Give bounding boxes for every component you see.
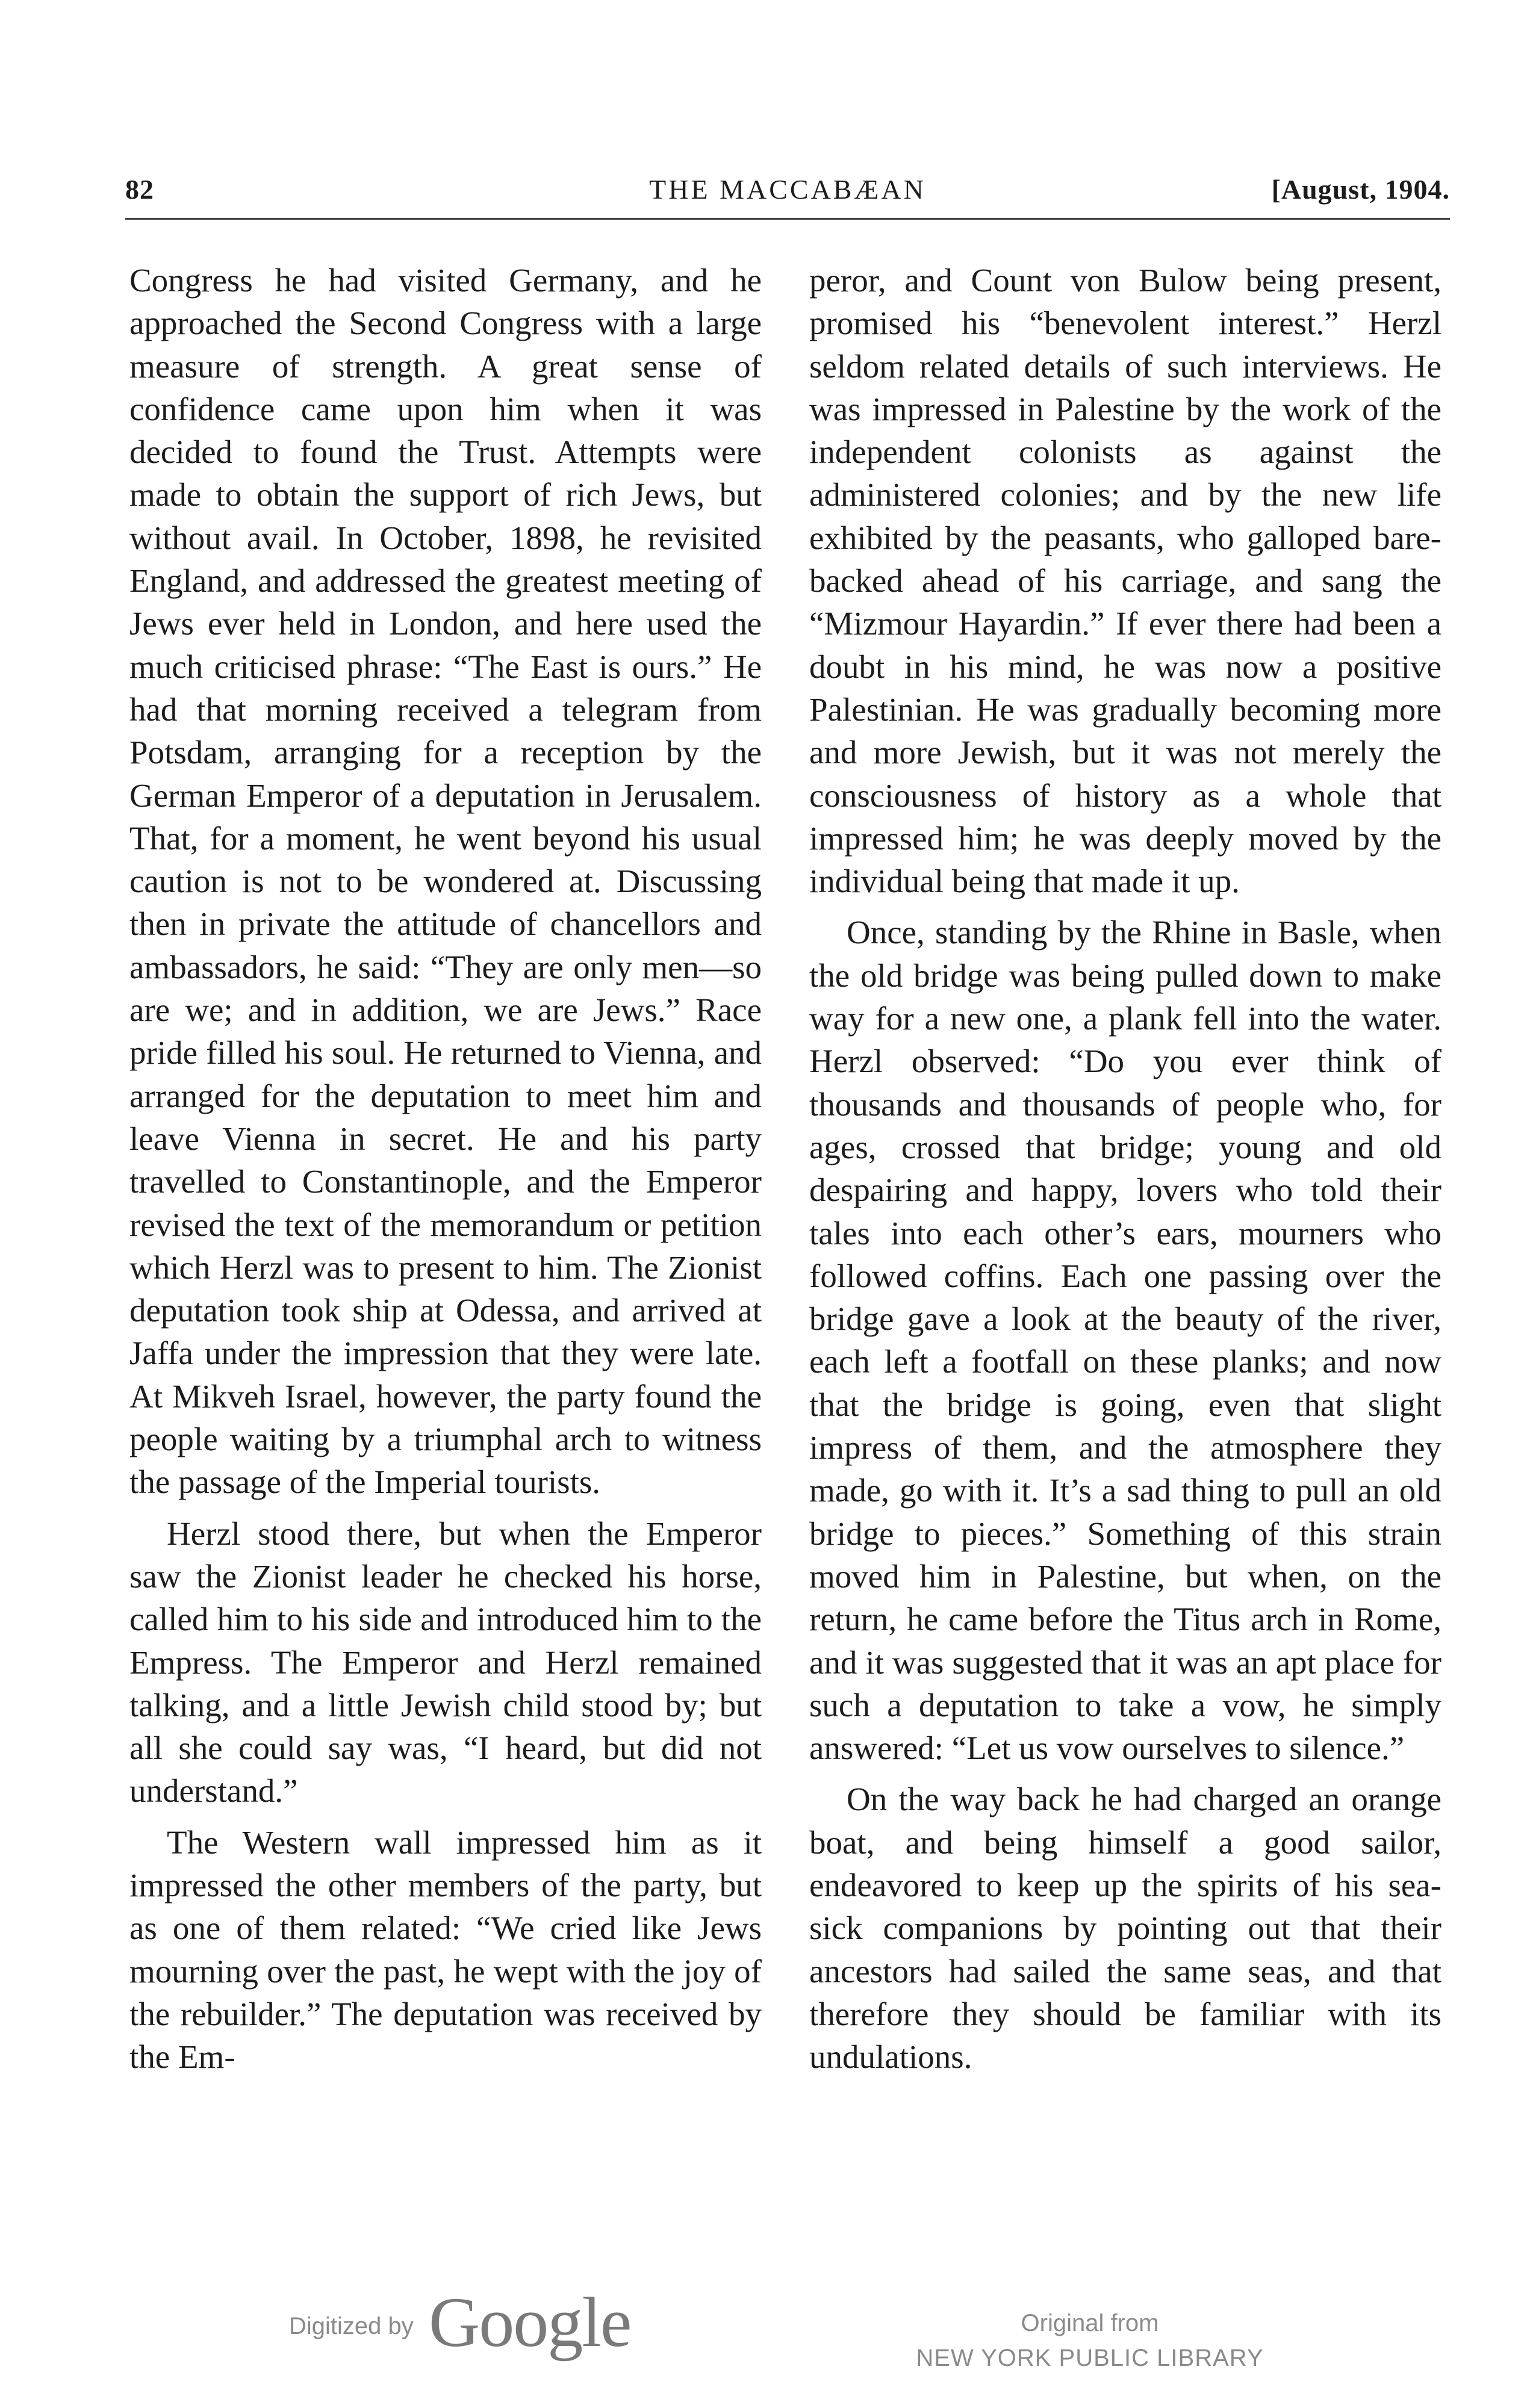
original-from-text: Original from <box>1021 2310 1159 2336</box>
paragraph: peror, and Count von Bulow being present, promised his “benevolent interest.” Herzl seldom related details of such interviews. He was impressed in Palestine by the work of the independent colonists as against the administered colonies; and by the new life exhibited by the peasants, who galloped bare-backed ahead of his carriage, and sang the “Mizmour Hayardin.” If ever there had been a doubt in his mind, he was now a positive Palestinian. He was gradually becoming more and more Jewish, but it was not merely the consciousness of history as a whole that impressed him; he was deeply moved by the individual being that made it up. <box>809 262 1441 900</box>
library-name: NEW YORK PUBLIC LIBRARY <box>916 2345 1264 2371</box>
digitized-by-text: Digitized by <box>289 2313 414 2339</box>
paragraph: On the way back he had charged an orange boat, and being himself a good sailor, endeavored to keep up the spirits of his sea-sick companions by pointing out that their ancestors had sailed the same seas, and that therefore they should be familiar with its undulations. <box>809 1781 1441 2076</box>
left-column <box>129 259 762 2078</box>
header-rule <box>125 218 1450 220</box>
paragraph: Herzl stood there, but when the Emperor saw the Zionist leader he checked his horse, called him to his side and introduced him to the Empress. The Emperor and Herzl remained talking, and a little Jewish child stood by; but all she could say was, “I heard, but did not understand.” <box>129 1515 762 1810</box>
library-watermark <box>879 2306 1301 2375</box>
paragraph: Congress he had visited Germany, and he approached the Second Congress with a large measure of strength. A great sense of confidence came upon him when it was decided to found the Trust. Attempts were made to obtain the support of rich Jews, but without avail. In October, 1898, he revisited England, and addressed the greatest meeting of Jews ever held in London, and here used the much criticised phrase: “The East is ours.” He had that morning received a telegram from Potsdam, arranging for a reception by the German Emperor of a deputation in Jerusalem. That, for a moment, he went beyond his usual caution is not to be wondered at. Discussing then in private the attitude of chancellors and ambassadors, he said: “They are only men—so are we; and in addition, we are Jews.” Race pride filled his soul. He returned to Vienna, and arranged for the deputation to meet him and leave Vienna in secret. He and his party travelled to Constantinople, and the Emperor revised the text of the memorandum or petition which Herzl was to present to him. The Zionist deputation took ship at Odessa, and arrived at Jaffa under the impression that they were late. At Mikveh Israel, however, the party found the people waiting by a triumphal arch to witness the passage of the Imperial tourists. <box>129 262 762 1501</box>
google-logo: Google <box>429 2283 631 2362</box>
right-column <box>809 259 1441 2078</box>
issue-date: [August, 1904. <box>1271 174 1450 205</box>
paragraph: The Western wall impressed him as it impressed the other members of the party, but as one of them related: “We cried like Jews mourning over the past, he wept with the joy of the rebuilder.” The deputation was received by the Em- <box>129 1823 762 2076</box>
page-number: 82 <box>125 174 154 205</box>
paragraph: Once, standing by the Rhine in Basle, when the old bridge was being pulled down to make way for a new one, a plank fell into the water. Herzl observed: “Do you ever think of thousands and thousands of people who, for ages, crossed that bridge; young and old despairing and happy, lovers who told their tales into each other’s ears, mourners who followed coffins. Each one passing over the bridge gave a look at the beauty of the river, each left a footfall on these planks; and now that the bridge is going, even that slight impress of them, and the atmosphere they made, go with it. It’s a sad thing to pull an old bridge to pieces.” Something of this strain moved him in Palestine, but when, on the return, he came before the Titus arch in Rome, and it was suggested that it was an apt place for such a deputation to take a vow, he simply answered: “Let us vow ourselves to silence.” <box>809 914 1441 1767</box>
journal-title: THE MACCABÆAN <box>649 174 926 205</box>
running-header <box>125 173 1450 216</box>
digitized-watermark <box>289 2282 650 2366</box>
